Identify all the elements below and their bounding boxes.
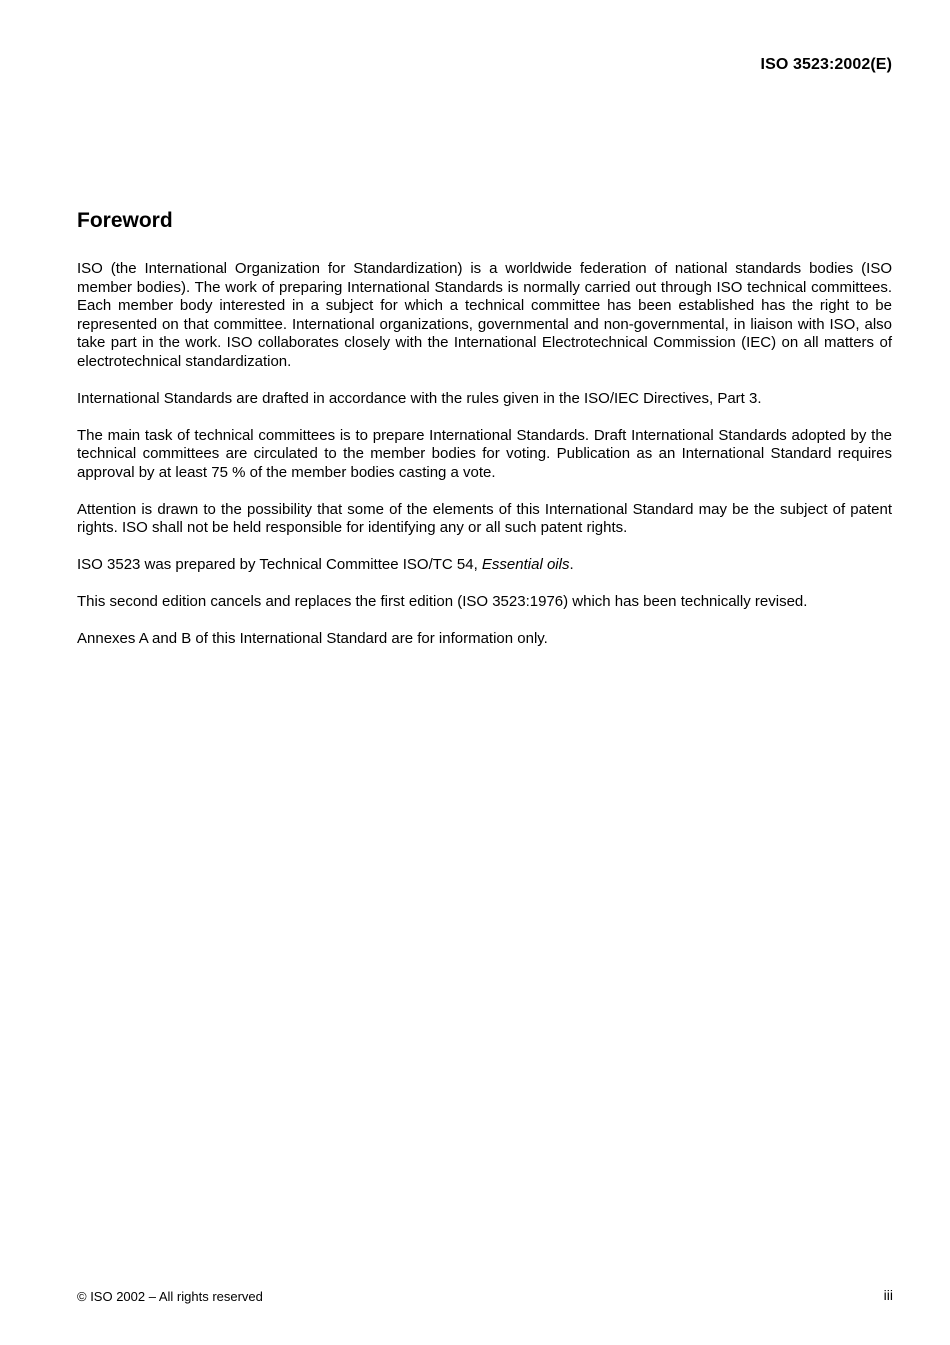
document-identifier: ISO 3523:2002(E) <box>760 56 892 73</box>
footer-copyright: © ISO 2002 – All rights reserved <box>77 1289 263 1304</box>
committee-name: Essential oils <box>481 556 570 573</box>
paragraph-directives: International Standards are drafted in accordance with the rules given in the ISO/IEC Directives, Part 3. <box>77 389 762 407</box>
paragraph-patent-rights: Attention is drawn to the possibility that some of the elements of this International Standard may be the subject of patent rights. ISO shall not be held responsible for identifying any or all such patent rights. <box>77 500 892 536</box>
paragraph-iso-intro: ISO (the International Organization for Standardization) is a worldwide federation of national standards bodies (ISO member bodies). The work of preparing International Standards is normally carried out through ISO technical committees. Each member body interested in a subject for which a technical committee has been established has the right to be represented on that committee. International organizations, governmental and non-governmental, in liaison with ISO, also take part in the work. ISO collaborates closely with the International Electrotechnical Commission (IEC) on all matters of electrotechnical standardization. <box>77 260 892 370</box>
paragraph-annexes: Annexes A and B of this International Standard are for information only. <box>77 630 548 647</box>
prepared-by-text: ISO 3523 was prepared by Technical Committee ISO/TC 54, <box>77 556 482 573</box>
page-number: iii <box>883 1287 893 1303</box>
paragraph-edition: This second edition cancels and replaces the first edition (ISO 3523:1976) which has been technically revised. <box>77 593 808 610</box>
paragraph-prepared-by <box>77 556 892 575</box>
foreword-body <box>77 260 892 667</box>
page-title: Foreword <box>77 209 173 232</box>
prepared-by-suffix: . <box>569 556 574 573</box>
paragraph-committee-task: The main task of technical committees is to prepare International Standards. Draft International Standards adopted by the technical committees are circulated to the member bodies for voting. Publication as an International Standard requires approval by at least 75 % of the member bodies casting a vote. <box>77 426 892 481</box>
